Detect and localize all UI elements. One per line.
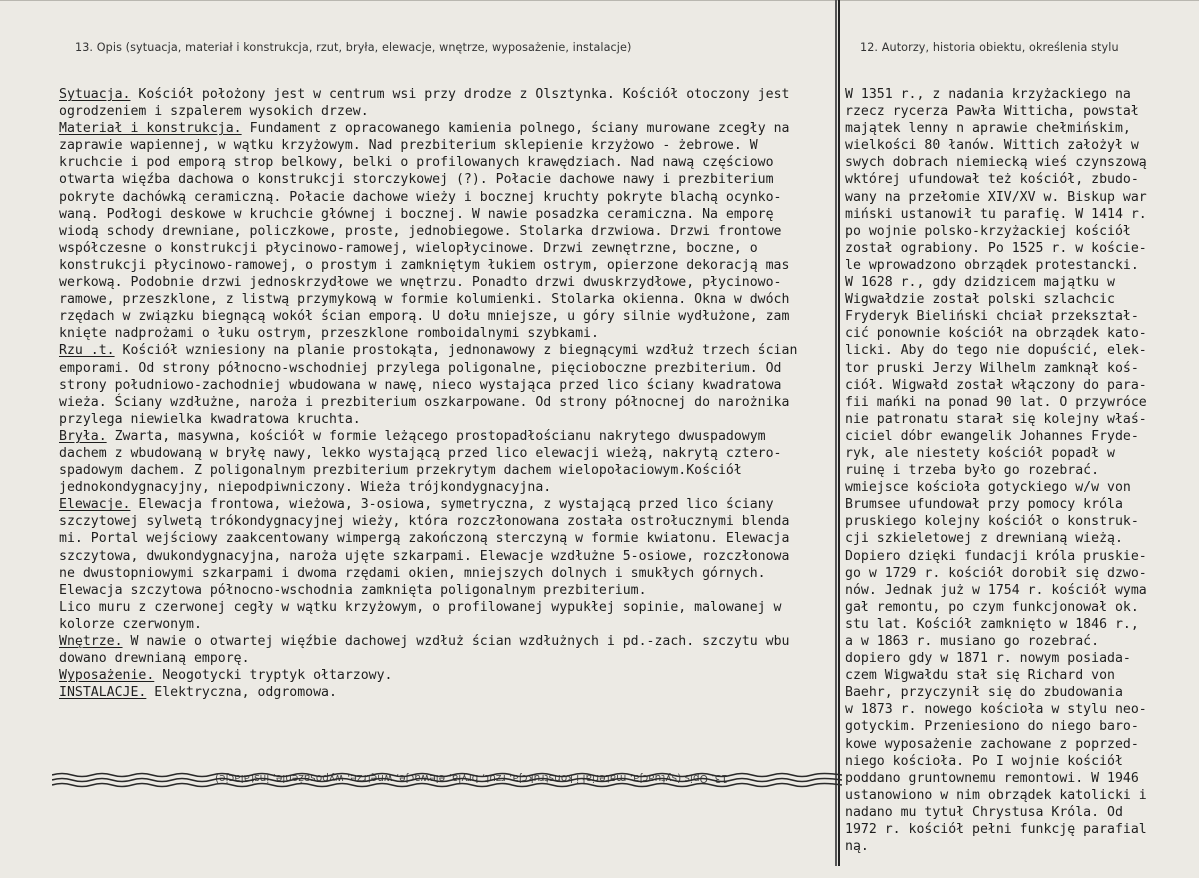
description-line bbox=[59, 445, 835, 462]
history-line: pruskiego kolejny kościół o konstruk- bbox=[845, 514, 1139, 530]
line-text: wiodą schody drewniane, policzkowe, proste, jednobiegowe. Stolarka drzwiowa. Drzwi frontowe bbox=[59, 223, 782, 239]
description-line bbox=[59, 120, 835, 137]
description-line bbox=[59, 565, 835, 582]
history-line: miński ustanowił tu parafię. W 1414 r. bbox=[845, 206, 1147, 222]
history-line: kowe wyposażenie zachowane z poprzed- bbox=[845, 736, 1139, 752]
history-line: gał remontu, po czym funkcjonował ok. bbox=[845, 599, 1139, 615]
description-line bbox=[59, 360, 835, 377]
history-line: po wojnie polsko-krzyżackiej kościół bbox=[845, 223, 1131, 239]
description-line bbox=[59, 154, 835, 171]
line-text: W nawie o otwartej więźbie dachowej wzdłuż ścian wzdłużnych i pd.-zach. szczytu wbu bbox=[122, 634, 790, 649]
history-line: le wprowadzono obrządek protestancki. bbox=[845, 257, 1139, 273]
line-text: Elewacja frontowa, wieżowa, 3-osiowa, symetryczna, z wystającą przed lico ściany bbox=[130, 497, 774, 513]
line-text: kolorze czerwonym. bbox=[59, 616, 202, 632]
line-text: rzędach w związku biegnącą wokół ścian emporą. U dołu mniejsze, u góry silnie wydłużone, zam bbox=[59, 309, 790, 325]
description-line bbox=[59, 291, 835, 308]
description-line bbox=[59, 171, 835, 188]
line-text: szczytowej sylwetą trókondygnacyjnej wieży, która rozczłonowana została ostrołucznymi blenda bbox=[59, 514, 790, 530]
history-line: został ograbiony. Po 1525 r. w koście- bbox=[845, 240, 1147, 256]
description-line bbox=[59, 667, 835, 684]
history-line: ciół. Wigwałd został włączony do para- bbox=[845, 377, 1147, 393]
description-line bbox=[59, 496, 835, 513]
section-12-header: 12. Autorzy, historia obiektu, określenia stylu bbox=[860, 41, 1119, 54]
line-text: Zwarta, masywna, kościół w formie leżącego prostopadłościanu nakrytego dwuspadowym bbox=[106, 428, 766, 444]
description-line bbox=[59, 325, 835, 342]
description-line bbox=[59, 86, 835, 103]
description-line bbox=[59, 599, 835, 616]
line-text: mi. Portal wejściowy zaakcentowany wimpergą zakończoną sterczyną w formie kwiatonu. Elewacja bbox=[59, 531, 790, 547]
line-text: knięte nadprożami o łuku ostrym, przeszklone romboidalnymi szybkami. bbox=[59, 326, 599, 342]
line-text: waną. Podłogi deskowe w kruchcie głównej i bocznej. W nawie posadzka ceramiczna. Na emporę bbox=[59, 206, 774, 222]
description-line bbox=[59, 137, 835, 154]
history-text-block bbox=[845, 86, 1195, 855]
section-heading: Sytuacja. bbox=[59, 87, 131, 102]
description-line bbox=[59, 103, 835, 120]
description-line bbox=[59, 189, 835, 206]
section-heading: Wnętrze. bbox=[59, 634, 123, 649]
history-line: a w 1863 r. musiano go rozebrać. bbox=[845, 634, 1100, 649]
description-line bbox=[59, 462, 835, 479]
line-text: spadowym dachem. Z poligonalnym prezbiterium przekrytym dachem wielopołaciowym.Kościół bbox=[59, 463, 742, 479]
history-line: ustanowiono w nim obrządek katolicki i bbox=[845, 787, 1147, 803]
description-line bbox=[59, 308, 835, 325]
line-text: strony południowo-zachodniej wbudowana w nawę, nieco wystająca przed lico ściany kwadratowa bbox=[59, 377, 782, 393]
line-text: otwarta więźba dachowa o konstrukcji storczykowej (?). Połacie dachowe nawy i prezbiterium bbox=[59, 172, 774, 188]
history-line: wielkości 80 łanów. Wittich założył w bbox=[845, 138, 1139, 154]
line-text: przylega niewielka kwadratowa kruchta. bbox=[59, 411, 361, 427]
line-text: dachem z wbudowaną w bryłę nawy, lekko wystającą przed lico elewacji wieżą, nakrytą cztero- bbox=[59, 445, 782, 461]
description-line bbox=[59, 530, 835, 547]
section-heading: Bryła. bbox=[59, 428, 107, 444]
history-line: Dopiero dzięki fundacji króla pruskie- bbox=[845, 548, 1147, 564]
line-text: Kościół wzniesiony na planie prostokąta, jednonawowy z biegnącymi wzdłuż trzech ścian bbox=[114, 343, 798, 359]
line-text: ogrodzeniem i szpalerem wysokich drzew. bbox=[59, 104, 369, 120]
description-line bbox=[59, 274, 835, 291]
history-line: Baehr, przyczynił się do zbudowania bbox=[845, 685, 1123, 701]
description-line bbox=[59, 206, 835, 223]
description-line bbox=[59, 684, 835, 701]
top-border bbox=[0, 0, 1199, 1]
section-heading: Materiał i konstrukcja. bbox=[59, 121, 242, 137]
history-line: cji szkieletowej z drewnianą wieżą. bbox=[845, 531, 1123, 547]
line-text: emporami. Od strony północno-wschodniej przylega poligonalne, pięcioboczne prezbiterium. Od bbox=[59, 360, 782, 376]
description-line bbox=[59, 257, 835, 274]
description-line bbox=[59, 650, 835, 667]
line-text: zaprawie wapiennej, w wątku krzyżowym. Nad prezbiterium sklepienie krzyżowo - żebrowe. W bbox=[59, 138, 758, 154]
history-line: rzecz rycerza Pawła Witticha, powstał bbox=[845, 104, 1139, 120]
history-line: nów. Jednak już w 1754 r. kościół wyma bbox=[845, 582, 1147, 598]
history-line: tor pruski Jerzy Wilhelm zamknął koś- bbox=[845, 360, 1139, 376]
line-text: wieża. Ściany wzdłużne, naroża i prezbiterium oszkarpowane. Od strony północnej do narożnika bbox=[59, 394, 790, 410]
line-text: Elewacja szczytowa północno-wschodnia zamknięta poligonalnym prezbiterium. bbox=[59, 582, 647, 598]
section-heading: Elewacje. bbox=[59, 497, 131, 513]
description-line bbox=[59, 223, 835, 240]
description-line bbox=[59, 513, 835, 530]
line-text: ramowe, przeszklone, z listwą przymykową w formie kolumienki. Stolarka okienna. Okna w dwóch bbox=[59, 292, 790, 308]
description-line bbox=[59, 411, 835, 428]
history-line: majątek lenny n aprawie chełmińskim, bbox=[845, 121, 1131, 137]
line-text: Fundament z opracowanego kamienia polnego, ściany murowane zcegły na bbox=[241, 121, 790, 137]
line-text: Elektryczna, odgromowa. bbox=[146, 685, 337, 701]
history-line: niego kościoła. Po I wojnie kościół bbox=[845, 753, 1123, 769]
history-line: W 1351 r., z nadania krzyżackiego na bbox=[845, 87, 1131, 102]
line-text: konstrukcji płycinowo-ramowej, o prostym i zamkniętym łukiem ostrym, opierzone dekoracją mas bbox=[59, 257, 790, 273]
history-line: fii mańki na ponad 90 lat. O przywróce bbox=[845, 394, 1147, 410]
description-line bbox=[59, 394, 835, 411]
description-line bbox=[59, 582, 835, 599]
line-text: kruchcie i pod emporą strop belkowy, belki o profilowanych krawędziach. Nad nawą częściowo bbox=[59, 155, 774, 171]
description-line bbox=[59, 240, 835, 257]
history-line: W 1628 r., gdy dzidzicem majątku w bbox=[845, 275, 1115, 291]
line-text: Lico muru z czerwonej cegły w wątku krzyżowym, o profilowanej wypukłej sopinie, malowanej w bbox=[59, 599, 782, 615]
mirrored-bleedthrough-header: 13. Opis (sytuacja, materiał i konstrukcja, rzut, bryła, elewacje, wnętrze, wyposażenie, instalacje) bbox=[215, 772, 728, 784]
history-line: stu lat. Kościół zamknięto w 1846 r., bbox=[845, 616, 1139, 632]
history-line: cić ponownie kościół na obrządek kato- bbox=[845, 326, 1147, 342]
line-text: ne dwustopniowymi szkarpami i dwoma rzędami okien, mniejszych dolnych i smukłych górnych. bbox=[59, 565, 766, 581]
line-text: jednokondygnacyjny, niepodpiwniczony. Wieża trójkondygnacyjna. bbox=[59, 480, 552, 496]
history-line: nadano mu tytuł Chrystusa Króla. Od bbox=[845, 804, 1123, 820]
history-line: ną. bbox=[845, 839, 869, 855]
line-text: współczesne o konstrukcji płycinowo-ramowej, wielopłycinowe. Drzwi zewnętrzne, boczne, o bbox=[59, 240, 758, 256]
history-line: licki. Aby do tego nie dopuścić, elek- bbox=[845, 343, 1147, 359]
description-line bbox=[59, 479, 835, 496]
description-line bbox=[59, 633, 835, 650]
section-heading: INSTALACJE. bbox=[59, 685, 147, 701]
line-text: werkową. Podobnie drzwi jednoskrzydłowe we wnętrzu. Ponadto drzwi dwuskrzydłowe, płycinowo- bbox=[59, 275, 782, 291]
history-line: Wigwałdzie został polski szlachcic bbox=[845, 292, 1115, 308]
history-line: gotyckim. Przeniesiono do niego baro- bbox=[845, 719, 1139, 735]
column-divider-inner bbox=[838, 0, 840, 866]
line-text: dowano drewnianą emporę. bbox=[59, 651, 250, 667]
history-line: 1972 r. kościół pełni funkcję parafial bbox=[845, 822, 1147, 838]
description-line bbox=[59, 548, 835, 565]
history-line: wmiejsce kościoła gotyckiego w/w von bbox=[845, 480, 1131, 496]
history-line: wktórej ufundował też kościół, zbudo- bbox=[845, 172, 1139, 188]
description-line bbox=[59, 616, 835, 633]
column-divider bbox=[835, 0, 837, 866]
history-line: poddano gruntownemu remontowi. W 1946 bbox=[845, 770, 1139, 786]
description-line bbox=[59, 377, 835, 394]
history-line: Fryderyk Bieliński chciał przekształ- bbox=[845, 309, 1139, 325]
history-line: ruinę i trzeba było go rozebrać. bbox=[845, 463, 1100, 479]
history-line: ryk, ale niestety kościół popadł w bbox=[845, 445, 1115, 461]
history-line: ciciel dóbr ewangelik Johannes Fryde- bbox=[845, 428, 1139, 444]
history-line: go w 1729 r. kościół dorobił się dzwo- bbox=[845, 565, 1147, 581]
history-line: w 1873 r. nowego kościoła w stylu neo- bbox=[845, 702, 1147, 718]
history-line: swych dobrach niemiecką wieś czynszową bbox=[845, 155, 1147, 171]
history-line: Brumsee ufundował przy pomocy króla bbox=[845, 497, 1123, 513]
history-line: dopiero gdy w 1871 r. nowym posiada- bbox=[845, 651, 1131, 667]
line-text: Neogotycki tryptyk ołtarzowy. bbox=[154, 668, 393, 684]
description-line bbox=[59, 342, 835, 359]
history-line: nie patronatu starał się kolejny właś- bbox=[845, 411, 1147, 427]
line-text: Kościół położony jest w centrum wsi przy drodze z Olsztynka. Kościół otoczony jest bbox=[130, 87, 790, 102]
section-heading: Rzu .t. bbox=[59, 343, 115, 359]
line-text: szczytowa, dwukondygnacyjna, naroża ujęte szkarpami. Elewacje wzdłużne 5-osiowe, rozczłonowa bbox=[59, 548, 790, 564]
section-heading: Wyposażenie. bbox=[59, 668, 155, 684]
description-text-block bbox=[59, 86, 835, 701]
history-line: wany na przełomie XIV/XV w. Biskup war bbox=[845, 189, 1147, 205]
section-13-header: 13. Opis (sytuacja, materiał i konstrukcja, rzut, bryła, elewacje, wnętrze, wyposażenie, instalacje) bbox=[75, 41, 632, 54]
description-line bbox=[59, 428, 835, 445]
history-line: czem Wigwałdu stał się Richard von bbox=[845, 668, 1115, 684]
line-text: pokryte dachówką ceramiczną. Połacie dachowe wieży i bocznej kruchty pokryte blachą ocynko- bbox=[59, 189, 782, 205]
